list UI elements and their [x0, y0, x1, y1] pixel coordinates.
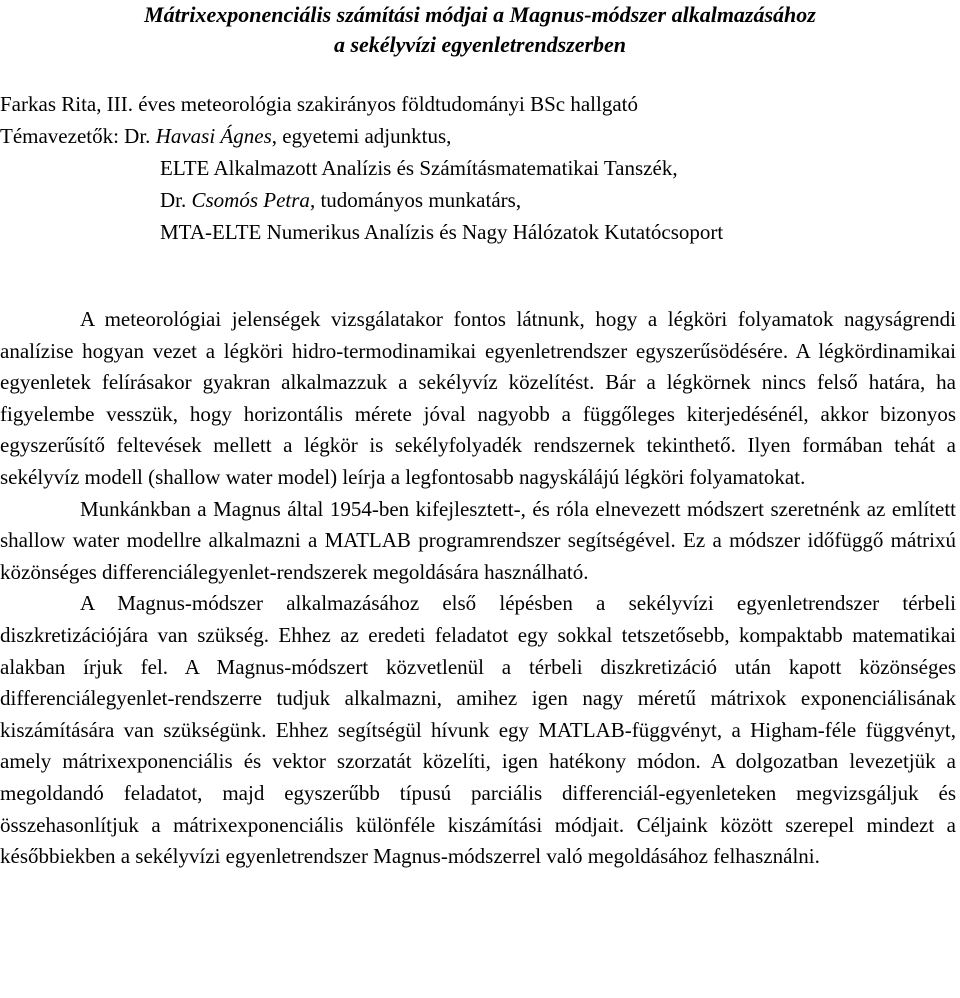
supervisor-2-name: Csomós Petra	[191, 188, 310, 212]
abstract-paragraph-2: Munkánkban a Magnus által 1954-ben kifejlesztett-, és róla elnevezett módszert szeretnénk az említett shallow water modellre alkalmazni a MATLAB programrendszer segítségével. Ez a módszer időfüggő mátrixú közönséges differenciálegyenlet-rendszerek megoldására használható.	[0, 496, 956, 584]
supervisor-line-2	[0, 184, 960, 216]
abstract-body	[0, 304, 956, 873]
title-line-2: a sekélyvízi egyenletrendszerben	[333, 32, 627, 57]
supervisor-1-affiliation: ELTE Alkalmazott Analízis és Számításmatematikai Tanszék,	[160, 156, 678, 180]
document-title	[0, 0, 960, 60]
title-line-1: Mátrixexponenciális számítási módjai a Magnus-módszer alkalmazásához	[144, 2, 816, 27]
supervisor-1-name: Havasi Ágnes	[155, 124, 272, 148]
supervisor-line-1	[0, 120, 960, 152]
author-line: Farkas Rita, III. éves meteorológia szakirányos földtudományi BSc hallgató	[0, 92, 639, 116]
author-block	[0, 88, 960, 248]
supervisor-2-affiliation: MTA-ELTE Numerikus Analízis és Nagy Hálózatok Kutatócsoport	[160, 220, 724, 244]
supervisors-label: Témavezetők: Dr.	[0, 124, 156, 148]
abstract-paragraph-1: A meteorológiai jelenségek vizsgálatakor fontos látnunk, hogy a légköri folyamatok nagyságrendi analízise hogyan vezet a légköri hidro-termodinamikai egyenletrendszer egyszerűsödésére. A légkördinamikai egyenletek felírásakor gyakran alkalmazzuk a sekélyvíz közelítést. Bár a légkörnek nincs felső határa, ha figyelembe vesszük, hogy horizontális mérete jóval nagyobb a függőleges kiterjedésénél, akkor bizonyos egyszerűsítő feltevések mellett a légkör is sekélyfolyadék rendszernek tekinthető. Ilyen formában tehát a sekélyvíz modell (shallow water model) leírja a legfontosabb nagyskálájú légköri folyamatokat.	[0, 307, 956, 489]
supervisor-2-prefix: Dr.	[160, 188, 192, 212]
abstract-paragraph-3: A Magnus-módszer alkalmazásához első lépésben a sekélyvízi egyenletrendszer térbeli diszkretizációjára van szükség. Ehhez az eredeti feladatot egy sokkal tetszetősebb, kompaktabb matematikai alakban írjuk fel. A Magnus-módszert közvetlenül a térbeli diszkretizáció után kapott közönséges differenciálegyenlet-rendszerre tudjuk alkalmazni, amihez igen nagy méretű mátrixok exponenciálisának kiszámítására van szükségünk. Ehhez segítségül hívunk egy MATLAB-függvényt, a Higham-féle függvényt, amely mátrixexponenciális és vektor szorzatát közelíti, igen hatékony módon. A dolgozatban levezetjük a megoldandó feladatot, majd egyszerűbb típusú parciális differenciál-egyenleteken megvizsgáljuk és összehasonlítjuk a mátrixexponenciális különféle kiszámítási módjait. Céljaink között szerepel mindezt a későbbiekben a sekélyvízi egyenletrendszer Magnus-módszerrel való megoldásához felhasználni.	[0, 591, 956, 869]
supervisor-1-title: , egyetemi adjunktus,	[271, 124, 452, 148]
supervisor-2-title: , tudományos munkatárs,	[309, 188, 522, 212]
